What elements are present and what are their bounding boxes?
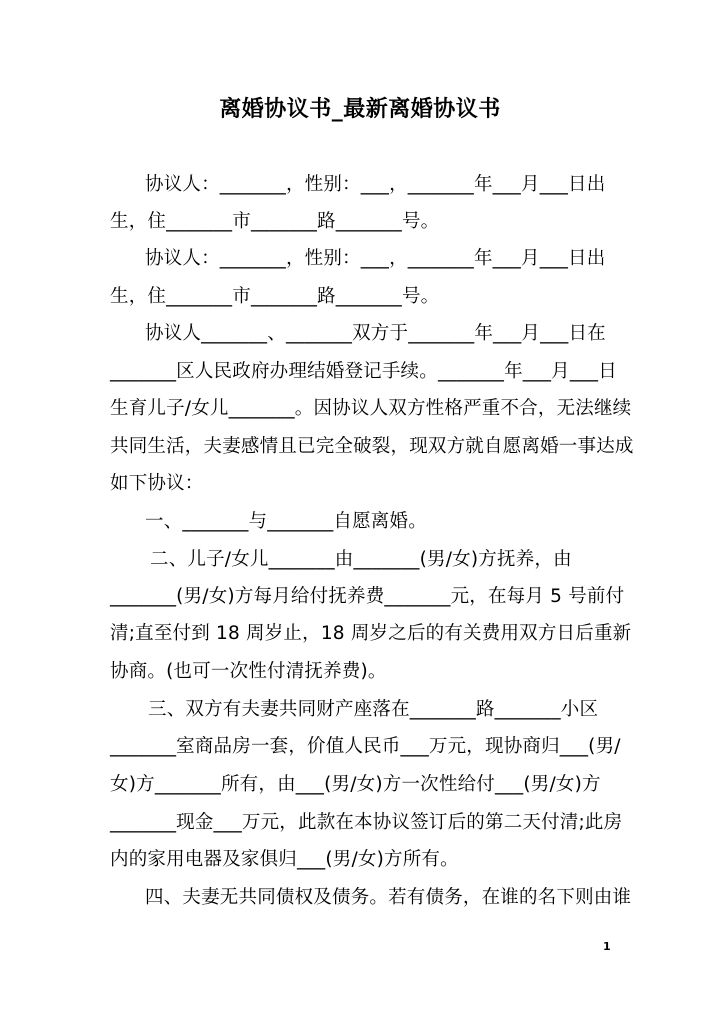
- paragraph-line: 一、_______与_______自愿离婚。: [145, 511, 427, 532]
- paragraph-line: 生，住_______市_______路_______号。: [110, 211, 440, 232]
- paragraph-line: 协议人：_______，性别：___，_______年___月___日出: [145, 174, 606, 195]
- paragraph-line: 共同生活，夫妻感情且已完全破裂，现双方就自愿离婚一事达成: [110, 436, 634, 457]
- paragraph-line: 协议人_______、_______双方于_______年___月___日在: [145, 323, 606, 344]
- paragraph-line: 女)方_______所有，由___(男/女)方一次性给付___(男/女)方: [110, 774, 601, 795]
- paragraph-line: _______(男/女)方每月给付抚养费_______元，在每月 5 号前付: [110, 586, 625, 607]
- document-title: 离婚协议书_最新离婚协议书: [219, 97, 501, 122]
- paragraph-line: 如下协议：: [110, 473, 204, 494]
- paragraph-line: _______现金___万元，此款在本协议签订后的第二天付清;此房: [110, 812, 623, 833]
- paragraph-line: 协议人：_______，性别：___，_______年___月___日出: [145, 248, 606, 269]
- paragraph-line: _______区人民政府办理结婚登记手续。_______年___月___日: [110, 361, 617, 382]
- paragraph-line: 生，住_______市_______路_______号。: [110, 286, 440, 307]
- paragraph-line: 二、儿子/女儿_______由_______(男/女)方抚养，由: [150, 549, 572, 570]
- paragraph-line: 协商。(也可一次性付清抚养费)。: [110, 661, 387, 682]
- paragraph-line: 三、双方有夫妻共同财产座落在_______路_______小区: [148, 699, 599, 720]
- paragraph-line: 生育儿子/女儿_______。因协议人双方性格严重不合，无法继续: [110, 398, 632, 419]
- paragraph-line: 内的家用电器及家俱归___(男/女)方所有。: [110, 849, 459, 870]
- paragraph-line: _______室商品房一套，价值人民币___万元，现协商归___(男/: [110, 736, 621, 757]
- paragraph-line: 四、夫妻无共同债权及债务。若有债务，在谁的名下则由谁: [145, 887, 632, 908]
- paragraph-line: 清;直至付到 18 周岁止，18 周岁之后的有关费用双方日后重新: [110, 623, 632, 644]
- page-number: 1: [603, 940, 611, 953]
